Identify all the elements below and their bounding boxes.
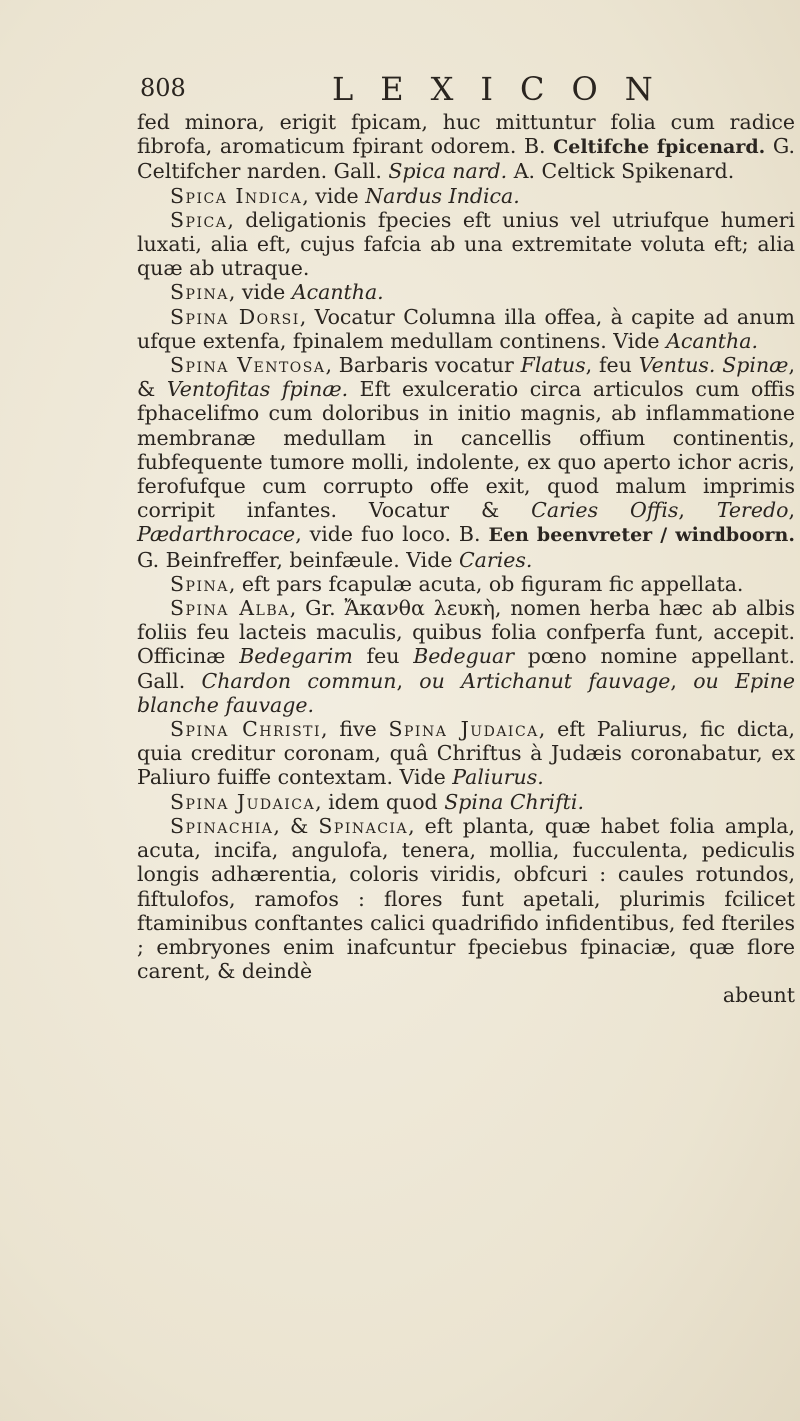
text-run: G. Celtifcher narden. Gall. — [137, 134, 795, 184]
headword: Spina Judaica — [170, 789, 316, 814]
headword: Spina Dorsi — [170, 304, 300, 329]
headword: Spina Judaica — [388, 717, 539, 742]
entry-spica-deligationis — [137, 208, 795, 281]
page-header — [140, 70, 800, 110]
text-run: , idem quod — [315, 789, 445, 814]
headword: Spina Christi — [170, 717, 322, 742]
text-run: , eft pars fcapulæ acuta, ob figuram fic appellata. — [228, 571, 744, 596]
text-run: , vide fuo loco. B. — [295, 522, 489, 547]
headword: Spina — [170, 571, 229, 596]
entry-spina-alba — [137, 596, 795, 717]
italic-term: Bedegarim — [239, 644, 353, 669]
italic-term: Ventofitas fpinæ. — [166, 377, 349, 402]
headword: Spinachia — [170, 813, 274, 838]
entry-spina-scapulae — [137, 572, 795, 596]
paragraph-continuation — [137, 110, 795, 184]
entry-spina-dorsi — [137, 305, 795, 353]
text-run: , — [788, 498, 795, 523]
blackletter-term: Celtifche fpicenard. — [553, 136, 766, 159]
headword: Spina — [170, 280, 229, 305]
running-title: LEXICON — [332, 70, 680, 108]
headword: Spica Indica — [170, 183, 303, 208]
italic-term: Pædarthrocace — [137, 522, 296, 547]
text-run: , deligationis fpecies eft unius vel utriufque humeri luxati, alia eft, cujus fafcia ab una extremitate voluta eft; alia quæ ab utraque. — [137, 207, 795, 281]
italic-term: Acantha. — [666, 328, 758, 353]
page-number: 808 — [140, 74, 186, 102]
text-run: , Barbaris vocatur — [325, 353, 521, 378]
entry-spina — [137, 280, 795, 304]
entry-spina-judaica — [137, 790, 795, 814]
entry-spina-ventosa — [137, 353, 795, 572]
text-run: , — [670, 668, 694, 693]
text-run: , five — [321, 717, 389, 742]
italic-term: Chardon commun — [201, 668, 397, 693]
italic-term: Caries Offis — [531, 498, 679, 523]
text-run: pœno nomine appellant. Gall. — [137, 644, 795, 693]
text-run: Eft exulceratio circa articulos cum offis fphacelifmo cum doloribus in initio magnis, ab inflammatione membranæ medullam in cancellis offium continentis, fubfequente tumore molli, indolente, ex quo aperto ichor acris, ferofufque cum corrupto offe exit, quod malum imprimis corripit infantes. Vocatur & — [137, 377, 796, 523]
italic-term: Spica nard. — [388, 159, 508, 184]
headword: Spinacia — [318, 813, 409, 838]
text-run: , & — [273, 813, 319, 838]
italic-term: Bedeguar — [413, 644, 515, 669]
blackletter-term: Een beenvreter / windboorn. — [488, 524, 795, 547]
headword: Spina Ventosa — [170, 353, 326, 378]
entry-spica-indica — [137, 184, 795, 208]
text-run: , vide — [228, 280, 292, 305]
entry-spinachia — [137, 814, 795, 983]
text-run: , eft Paliurus, fic dicta, quia creditur coronam, quâ Chriftus à Judæis coronabatur, ex Paliuro fuiffe contextam. Vide — [137, 717, 796, 790]
italic-term: Teredo — [716, 498, 789, 523]
italic-term: Paliurus. — [452, 765, 544, 790]
italic-term: ou Epine blanche fauvage. — [137, 668, 795, 717]
text-run: fed minora, erigit fpicam, huc mittuntur folia cum radice fibrofa, aromaticum fpirant odorem. B. — [137, 110, 795, 159]
text-run: , — [396, 668, 420, 693]
text-run: abeunt — [722, 983, 795, 1008]
italic-term: Caries. — [459, 547, 533, 572]
text-run: , eft planta, quæ habet folia ampla, acuta, incifa, angulofa, tenera, mollia, fucculenta, pediculis longis adhærentia, coloris viridis, obfcuri : caules rotundos, fiftulofos, ramofos : flores funt apetali, plurimis fcilicet ftaminibus conftantes calici quadrifido infidentibus, fed fteriles ; embryones enim inafcuntur fpeciebus fpinaciæ, quæ flore carent, & deindè — [137, 813, 795, 984]
italic-term: Acantha. — [291, 280, 384, 305]
text-run: , — [678, 498, 717, 523]
italic-term: Ventus. Spinæ — [638, 353, 789, 378]
text-run: , & — [137, 353, 795, 402]
text-run: , Vocatur Columna illa offea, à capite ad anum ufque extenfa, fpinalem medullam continens. Vide — [137, 304, 795, 353]
text-run: feu — [352, 644, 414, 669]
text-run: G. Beinfreffer, beinfæule. Vide — [137, 547, 459, 572]
italic-term: ou Artichanut fauvage — [419, 668, 671, 693]
italic-term: Spina Chrifti. — [444, 789, 584, 814]
headword: Spica — [170, 207, 228, 232]
dictionary-text — [137, 110, 795, 1008]
italic-term: Nardus Indica. — [365, 183, 520, 208]
italic-term: Flatus — [520, 353, 586, 378]
catchword — [137, 983, 795, 1007]
text-run: , vide — [302, 183, 366, 208]
entry-spina-christi — [137, 717, 795, 790]
text-run: A. Celtick Spikenard. — [507, 159, 735, 184]
text-run: , Gr. Ἄκανθα λευκὴ, nomen herba hæc ab albis foliis feu lacteis maculis, quibus folia confperfa funt, accepit. Officinæ — [137, 596, 796, 669]
text-run: , feu — [585, 353, 639, 378]
headword: Spina Alba — [170, 596, 290, 621]
